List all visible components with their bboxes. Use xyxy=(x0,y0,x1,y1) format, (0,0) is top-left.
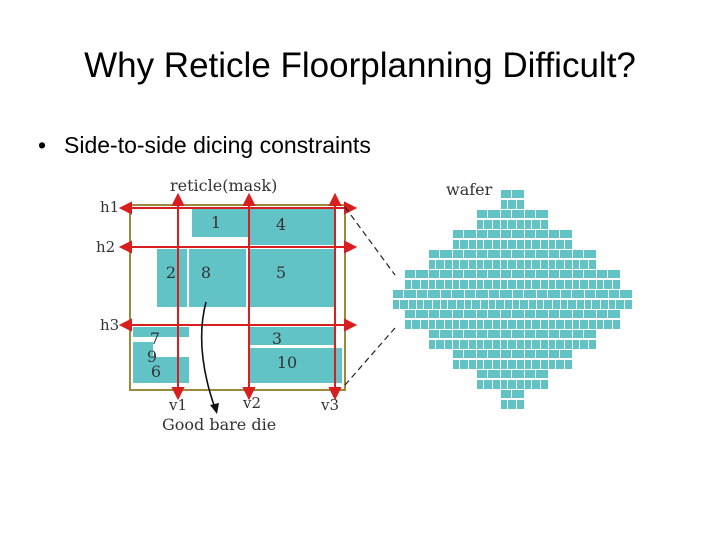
wafer-reticle-tile xyxy=(609,290,632,309)
die-label-7: 7 xyxy=(149,329,161,348)
wafer-reticle-tile xyxy=(477,250,500,269)
die-label-8: 8 xyxy=(200,263,212,282)
wafer-reticle-tile xyxy=(561,290,584,309)
wafer-reticle-tile xyxy=(501,310,524,329)
wafer-grid xyxy=(393,190,632,409)
die-7 xyxy=(133,327,189,337)
die-label-1: 1 xyxy=(210,213,222,232)
wafer-reticle-tile xyxy=(501,330,524,349)
label-v3: v3 xyxy=(321,396,340,414)
die-5 xyxy=(250,249,334,307)
wafer-reticle-tile xyxy=(501,390,524,409)
wafer-reticle-tile xyxy=(405,270,428,289)
good-die-label: Good bare die xyxy=(162,415,277,434)
wafer-reticle-tile xyxy=(489,290,512,309)
die-label-6: 6 xyxy=(150,362,162,381)
die-label-4: 4 xyxy=(275,215,287,234)
wafer-reticle-tile xyxy=(465,290,488,309)
wafer-reticle-tile xyxy=(477,350,500,369)
die-3 xyxy=(250,327,334,345)
wafer-reticle-tile xyxy=(393,290,416,309)
wafer-reticle-tile xyxy=(573,250,596,269)
wafer-reticle-tile xyxy=(501,250,524,269)
wafer-reticle-tile xyxy=(405,310,428,329)
die-label-3: 3 xyxy=(271,329,283,348)
label-v1: v1 xyxy=(169,396,188,414)
wafer-reticle-tile xyxy=(573,330,596,349)
arrow-left-h2 xyxy=(121,242,131,252)
die-4 xyxy=(250,207,334,245)
wafer-reticle-tile xyxy=(597,270,620,289)
wafer-reticle-tile xyxy=(453,250,476,269)
arrow-left-h1 xyxy=(121,203,131,213)
die-label-5: 5 xyxy=(275,263,287,282)
wafer-reticle-tile xyxy=(429,270,452,289)
wafer-reticle-tile xyxy=(477,370,500,389)
arrow-right-h2 xyxy=(345,242,355,252)
label-h1: h1 xyxy=(100,198,120,216)
wafer-label: wafer xyxy=(446,180,493,199)
wafer-reticle-tile xyxy=(429,330,452,349)
wafer-reticle-tile xyxy=(453,310,476,329)
arrow-top-v2 xyxy=(244,195,254,205)
die-label-10: 10 xyxy=(276,353,298,372)
reticle-label: reticle(mask) xyxy=(170,176,278,195)
wafer-reticle-tile xyxy=(549,270,572,289)
slide-title: Why Reticle Floorplanning Difficult? xyxy=(84,46,636,85)
bullet-dot: • xyxy=(38,132,47,158)
wafer-reticle-tile xyxy=(477,270,500,289)
wafer-reticle-tile xyxy=(597,310,620,329)
wafer-reticle-tile xyxy=(501,270,524,289)
wafer-reticle-tile xyxy=(525,250,548,269)
wafer-reticle-tile xyxy=(453,330,476,349)
arrow-top-v3 xyxy=(330,195,340,205)
die-label-2: 2 xyxy=(165,263,177,282)
wafer-reticle-tile xyxy=(573,310,596,329)
wafer-reticle-tile xyxy=(453,230,476,249)
wafer-reticle-tile xyxy=(549,310,572,329)
arrow-right-h1 xyxy=(345,203,355,213)
die-8 xyxy=(189,249,246,307)
arrow-top-v1 xyxy=(173,195,183,205)
bullet-text: Side-to-side dicing constraints xyxy=(64,132,371,158)
wafer-reticle-tile xyxy=(429,310,452,329)
wafer-reticle-tile xyxy=(549,230,572,249)
wafer-reticle-tile xyxy=(525,230,548,249)
wafer-reticle-tile xyxy=(477,310,500,329)
wafer-reticle-tile xyxy=(477,210,500,229)
good-die-arrowhead xyxy=(210,403,219,414)
wafer-reticle-tile xyxy=(549,330,572,349)
wafer-reticle-tile xyxy=(501,370,524,389)
wafer-reticle-tile xyxy=(501,210,524,229)
wafer-reticle-tile xyxy=(513,290,536,309)
projection-line-bottom xyxy=(345,328,395,385)
wafer-reticle-tile xyxy=(549,250,572,269)
wafer-reticle-tile xyxy=(537,290,560,309)
wafer-reticle-tile xyxy=(525,350,548,369)
wafer-reticle-tile xyxy=(525,370,548,389)
arrow-right-h3 xyxy=(345,320,355,330)
label-v2: v2 xyxy=(243,394,262,412)
wafer-reticle-tile xyxy=(501,350,524,369)
wafer-reticle-tile xyxy=(501,230,524,249)
wafer-reticle-tile xyxy=(573,270,596,289)
wafer-reticle-tile xyxy=(501,190,524,209)
wafer-reticle-tile xyxy=(525,270,548,289)
wafer-reticle-tile xyxy=(477,330,500,349)
wafer-reticle-tile xyxy=(417,290,440,309)
wafer-reticle-tile xyxy=(525,330,548,349)
label-h2: h2 xyxy=(96,238,116,256)
arrow-left-h3 xyxy=(121,320,131,330)
label-h3: h3 xyxy=(100,316,120,334)
projection-line-top xyxy=(345,207,395,275)
die-label-9: 9 xyxy=(146,347,158,366)
wafer-reticle-tile xyxy=(549,350,572,369)
wafer-reticle-tile xyxy=(441,290,464,309)
wafer-reticle-tile xyxy=(453,350,476,369)
wafer-reticle-tile xyxy=(525,310,548,329)
wafer-reticle-tile xyxy=(477,230,500,249)
wafer-reticle-tile xyxy=(453,270,476,289)
wafer-reticle-tile xyxy=(429,250,452,269)
wafer-reticle-tile xyxy=(585,290,608,309)
wafer-reticle-tile xyxy=(525,210,548,229)
